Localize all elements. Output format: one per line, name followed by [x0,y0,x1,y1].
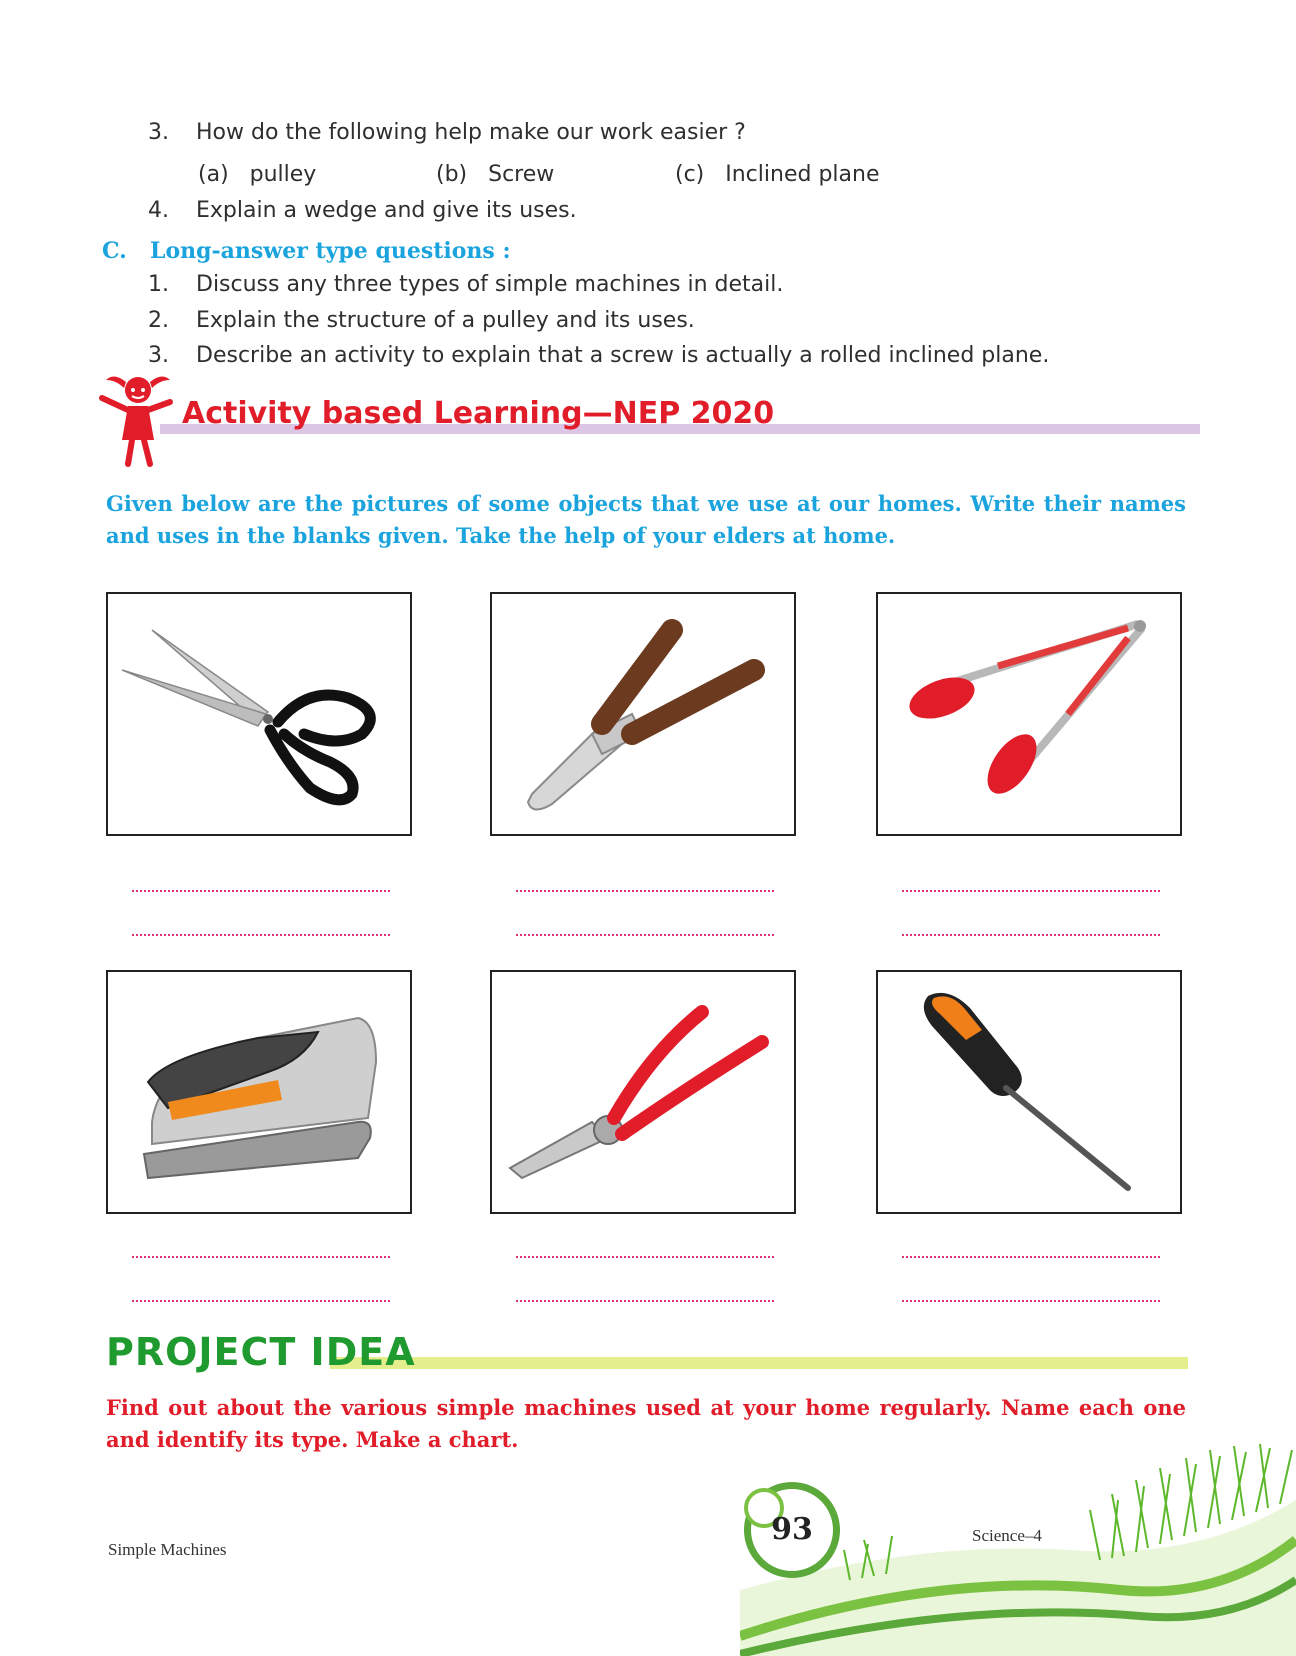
activity-heading: Activity based Learning—NEP 2020 [182,396,775,431]
project-heading: PROJECT IDEA [106,1330,416,1374]
project-text: Find out about the various simple machines used at your home regularly. Name each one and identify its type. Make a chart. [106,1395,1186,1452]
activity-instruction: Given below are the pictures of some objects that we use at our homes. Write their names and uses in the blanks given. Take the help of your elders at home. [106,491,1186,548]
section-title: Long-answer type questions : [150,238,511,264]
picture-box-nutcracker [490,592,796,836]
project-heading-bar [330,1357,1188,1369]
picture-box-screwdriver [876,970,1182,1214]
section-letter: C. [102,238,127,264]
picture-box-tongs [876,592,1182,836]
scissors-icon [108,594,410,834]
option-a [198,162,316,187]
blank-line[interactable] [516,890,774,892]
option-text: pulley [249,162,317,187]
blank-line[interactable] [516,1300,774,1302]
blank-line[interactable] [132,934,390,936]
page-number: 93 [771,1512,813,1547]
pliers-icon [492,972,794,1212]
footer-book: Science–4 [972,1526,1042,1545]
nutcracker-icon [492,594,794,834]
blank-line[interactable] [132,1256,390,1258]
question-number: 1. [148,272,169,297]
option-b [436,162,554,187]
blank-line[interactable] [902,1256,1160,1258]
long-question-3 [148,343,1049,368]
question-number: 3. [148,343,169,368]
picture-box-scissors [106,592,412,836]
section-c-heading [102,238,511,264]
stapler-icon [108,972,410,1212]
question-text: Explain the structure of a pulley and its uses. [196,308,695,333]
footer-chapter: Simple Machines [108,1540,227,1559]
blank-line[interactable] [132,890,390,892]
blank-line[interactable] [132,1300,390,1302]
blank-line[interactable] [516,934,774,936]
option-label: (b) [436,162,468,187]
girl-mascot-icon [96,368,176,468]
question-number: 4. [148,198,169,223]
blank-line[interactable] [902,1300,1160,1302]
question-number: 2. [148,308,169,333]
blank-line[interactable] [902,890,1160,892]
long-question-2 [148,308,695,333]
option-label: (c) [675,162,705,187]
question-text: Explain a wedge and give its uses. [196,198,577,223]
question-text: Describe an activity to explain that a screw is actually a rolled inclined plane. [196,343,1050,368]
screwdriver-icon [878,972,1180,1212]
option-c [675,162,879,187]
question-4 [148,198,577,223]
blank-line[interactable] [516,1256,774,1258]
picture-box-stapler [106,970,412,1214]
question-number: 3. [148,120,169,145]
option-label: (a) [198,162,229,187]
question-text: How do the following help make our work easier ? [196,120,746,145]
tongs-icon [878,594,1180,834]
blank-line[interactable] [902,934,1160,936]
question-text: Discuss any three types of simple machines in detail. [196,272,784,297]
picture-box-pliers [490,970,796,1214]
long-question-1 [148,272,783,297]
option-text: Screw [488,162,555,187]
option-text: Inclined plane [725,162,880,187]
question-3 [148,120,746,145]
